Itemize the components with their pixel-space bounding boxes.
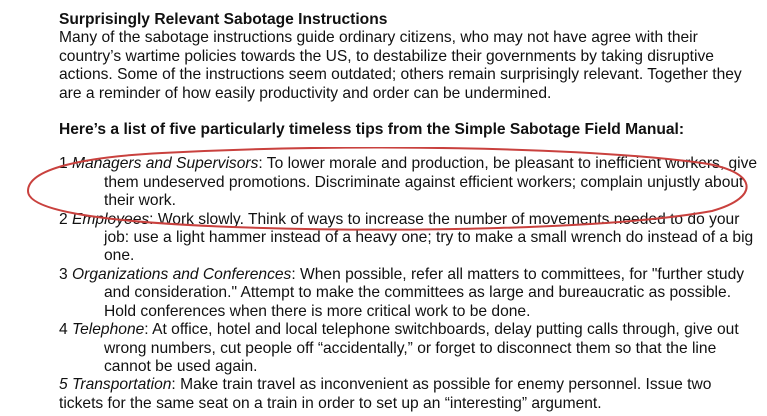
- tip-number: 3: [59, 265, 68, 283]
- tip-number: 2: [59, 210, 68, 228]
- tip-item-3: [59, 266, 759, 321]
- tip-heading: Transportation: [72, 376, 172, 394]
- tip-number: 1: [59, 155, 68, 173]
- tip-heading: Organizations and Conferences: [72, 265, 292, 283]
- intro-paragraph: Many of the sabotage instructions guide ordinary citizens, who may not have agree with their country’s wartime policies towards the US, to destabilize their governments by taking disruptive actions. Some of the instructions seem outdated; others remain surprisingly relevant. Together they are a reminder of how easily productivity and order can be undermined.: [59, 29, 742, 102]
- tip-heading: Employees: [72, 210, 150, 228]
- tip-item-1: [59, 155, 759, 210]
- document: [59, 11, 759, 413]
- tip-item-2: [59, 211, 759, 266]
- tip-text: : To lower morale and production, be pleasant to inefficient workers, give them undeserved promotions. Discriminate against efficient workers; complain unjustly about their work.: [104, 155, 758, 210]
- tip-text: : Work slowly. Think of ways to increase the number of movements needed to do your job: use a light hammer instead of a heavy one; try to make a small wrench do instead of a big one.: [104, 210, 754, 265]
- tip-item-4: [59, 321, 759, 376]
- tip-item-5: [59, 376, 759, 413]
- tip-text: : At office, hotel and local telephone switchboards, delay putting calls through, give out wrong numbers, cut people off “accidentally,” or forget to disconnect them so that the line cannot be used again.: [104, 321, 739, 375]
- tip-number: 5: [59, 376, 68, 394]
- tip-text: : Make train travel as inconvenient as possible for enemy personnel. Issue two tickets for the same seat on a train in order to set up an “interesting” argument.: [59, 376, 712, 412]
- tip-text: : When possible, refer all matters to committees, for "further study and consideration." Attempt to make the committees as large and bureaucratic as possible. Hold conferences when there is more critical work to be done.: [104, 265, 745, 320]
- tip-heading: Telephone: [72, 321, 145, 339]
- document-title: Surprisingly Relevant Sabotage Instructions: [59, 11, 388, 28]
- tip-heading: Managers and Supervisors: [72, 155, 259, 173]
- tip-number: 4: [59, 321, 68, 339]
- tips-heading: Here’s a list of five particularly timeless tips from the Simple Sabotage Field Manual:: [59, 121, 685, 139]
